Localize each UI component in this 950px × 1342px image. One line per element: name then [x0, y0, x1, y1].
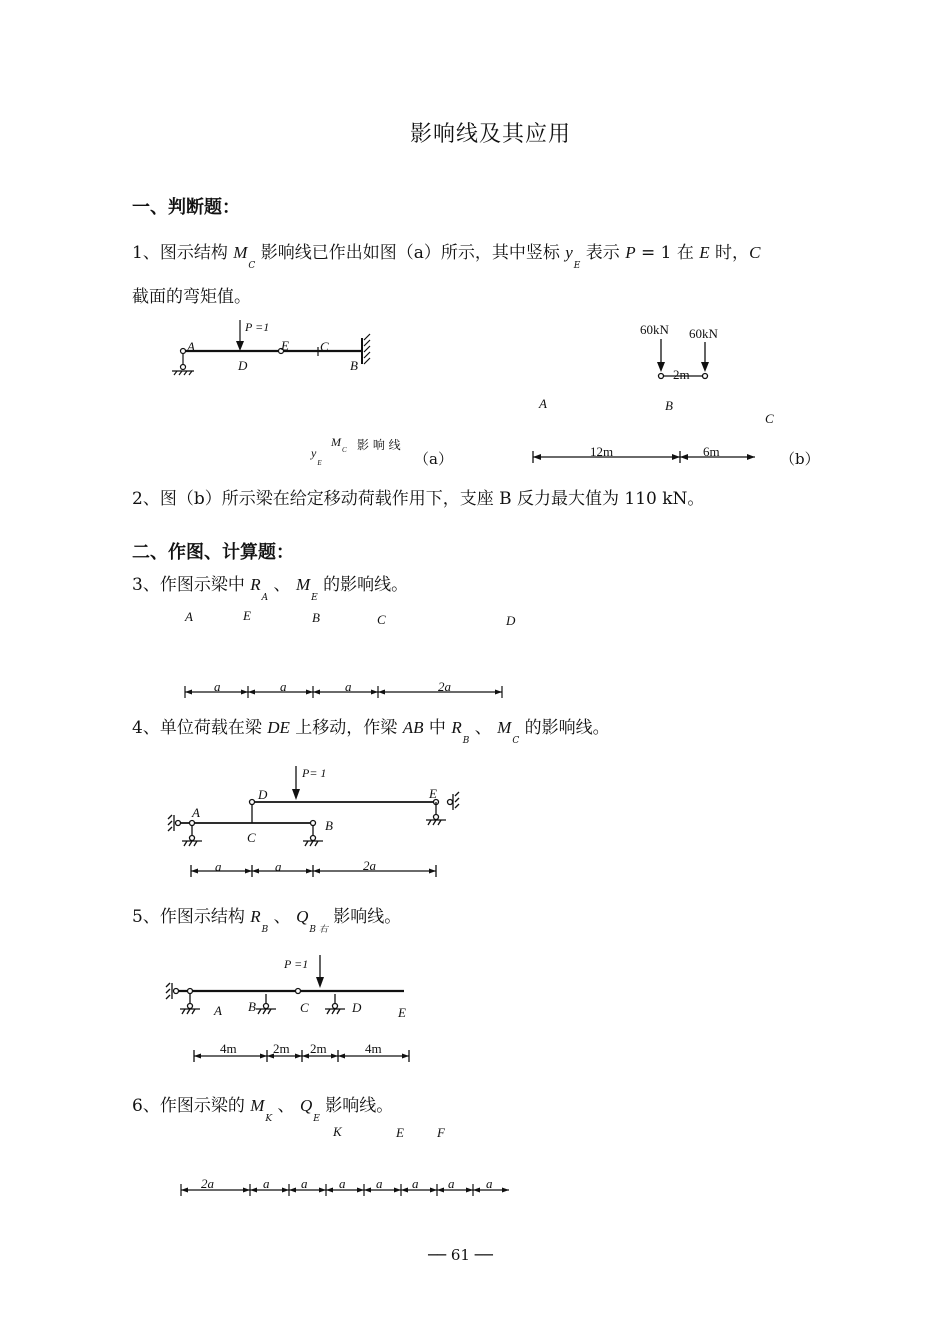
q4-separator: 、 [469, 718, 498, 738]
q3-label-b: B [312, 610, 320, 625]
q1-text-5: 时， [709, 243, 750, 263]
fig-b-label-a: A [539, 396, 547, 411]
fig-a-influence-caption: 影 响 线 [357, 438, 401, 452]
q5-r-symbol: R [250, 907, 261, 926]
q4-r-symbol: R [451, 718, 462, 737]
q4-label-b: B [325, 818, 333, 833]
fig-b-dim-12m: 12m [590, 444, 614, 459]
q6-m-subscript: K [265, 1114, 273, 1124]
fig-a-load-label: P =1 [245, 320, 270, 334]
q6-label-e: E [396, 1125, 404, 1140]
q3-separator: 、 [268, 575, 296, 595]
q3-dim-2: a [280, 679, 287, 694]
q6-dim-5: a [376, 1176, 383, 1191]
q1-m-subscript: C [248, 261, 256, 271]
q5-dim-3: 2m [310, 1041, 327, 1056]
q4-dim-2: a [275, 859, 282, 874]
q6-dim-3: a [301, 1176, 308, 1191]
q3-label-c: C [377, 612, 386, 627]
q5-load-label: P =1 [284, 957, 309, 971]
fig-b-dim-6m: 6m [703, 444, 720, 459]
q5-dim-2: 2m [273, 1041, 290, 1056]
fig-b-caption: （b） [780, 450, 820, 468]
fig-a-label-e: E [281, 338, 289, 353]
section-heading-judgement: 一、判断题： [132, 197, 240, 218]
q6-dim-7: a [448, 1176, 455, 1191]
q6-dim-6: a [412, 1176, 419, 1191]
fig-a-label-c: C [320, 339, 329, 354]
q6-m-symbol: M [250, 1096, 265, 1115]
q1-text-3: 表示 [580, 243, 626, 263]
fig-b-spacing: 2m [673, 367, 690, 382]
fig-a-m-symbol: M [331, 435, 341, 449]
q6-dim-4: a [339, 1176, 346, 1191]
q4-label-d: D [258, 787, 268, 802]
q4-text: 4、单位荷载在梁 [132, 718, 268, 738]
q6-text: 6、作图示梁的 [132, 1096, 251, 1116]
q1-text-4: = 1 在 [635, 243, 700, 263]
fig-b-label-c: C [765, 411, 774, 426]
q5-separator: 、 [268, 907, 297, 927]
q3-text: 3、作图示梁中 [132, 575, 251, 595]
q6-label-f: F [437, 1125, 445, 1140]
q5-label-a: A [214, 1003, 222, 1018]
fig-a-m-subscript: C [342, 446, 347, 454]
q5-q-symbol: Q [296, 907, 309, 926]
q6-dim-1: 2a [201, 1176, 214, 1191]
q5-text: 5、作图示结构 [132, 907, 251, 927]
q4-label-c: C [247, 830, 256, 845]
q5-label-d: D [352, 1000, 362, 1015]
q4-label-a: A [192, 805, 200, 820]
q3-r-subscript: A [261, 593, 269, 603]
q5-dim-1: 4m [220, 1041, 237, 1056]
q3-m-subscript: E [311, 593, 318, 603]
q3-label-d: D [506, 613, 516, 628]
q1-y-symbol: y [565, 243, 573, 262]
q4-dim-1: a [215, 859, 222, 874]
q5-dim-4: 4m [365, 1041, 382, 1056]
fig-a-y-symbol: y [311, 446, 317, 460]
fig-a-caption: （a） [414, 450, 453, 468]
q4-label-e: E [429, 786, 437, 801]
q3-r-symbol: R [250, 575, 261, 594]
q4-text-4: 的影响线。 [519, 718, 610, 738]
q4-r-subscript: B [462, 736, 470, 746]
fig-a-label-a: A [187, 339, 195, 354]
q6-dim-8: a [486, 1176, 493, 1191]
q3-dim-3: a [345, 679, 352, 694]
q4-m-subscript: C [512, 736, 520, 746]
q4-de-symbol: DE [267, 718, 290, 737]
fig-b-label-b: B [665, 398, 673, 413]
q3-dim-4: 2a [438, 679, 451, 694]
q4-text-3: 中 [423, 718, 452, 738]
page-number: ── 61 ── [428, 1246, 493, 1264]
fig-b-load2: 60kN [689, 326, 718, 341]
q6-q-subscript: E [313, 1114, 320, 1124]
q3-label-a: A [185, 609, 193, 624]
q6-label-k: K [333, 1124, 342, 1139]
q4-ab-symbol: AB [402, 718, 424, 737]
q5-label-c: C [300, 1000, 309, 1015]
q6-q-symbol: Q [299, 1096, 313, 1115]
q5-q-subscript: B 右 [309, 925, 328, 935]
fig-a-y-subscript: E [317, 459, 322, 467]
q6-dim-2: a [263, 1176, 270, 1191]
q6-separator: 、 [272, 1096, 300, 1116]
q1-text: 1、图示结构 [132, 243, 234, 263]
q4-dim-3: 2a [363, 858, 376, 873]
q3-m-symbol: M [295, 575, 311, 594]
q1-p-symbol: P [625, 243, 636, 262]
q1-c-symbol: C [749, 243, 761, 262]
q4-m-symbol: M [497, 718, 512, 737]
fig-a-label-d: D [238, 358, 248, 373]
section-heading-drawing: 二、作图、计算题： [132, 542, 294, 563]
question-1-line2: 截面的弯矩值。 [132, 287, 251, 307]
page-title: 影响线及其应用 [410, 122, 572, 147]
q1-y-subscript: E [573, 261, 581, 271]
q1-text-2: 影响线已作出如图（a）所示，其中竖标 [255, 243, 566, 263]
q1-m-symbol: M [233, 243, 248, 262]
q6-text-2: 影响线。 [319, 1096, 394, 1116]
q4-text-2: 上移动，作梁 [289, 718, 403, 738]
question-2: 2、图（b）所示梁在给定移动荷载作用下，支座 B 反力最大值为 110 kN。 [132, 489, 705, 509]
q3-dim-1: a [214, 679, 221, 694]
q5-label-e: E [398, 1005, 406, 1020]
q3-label-e: E [243, 608, 251, 623]
fig-b-load1: 60kN [640, 322, 669, 337]
q1-e-symbol: E [699, 243, 710, 262]
q3-text-2: 的影响线。 [317, 575, 409, 595]
q5-label-b: B [248, 999, 256, 1014]
q5-r-subscript: B [261, 925, 269, 935]
q5-text-2: 影响线。 [327, 907, 402, 927]
q4-load-label: P= 1 [302, 766, 327, 780]
fig-a-label-b: B [350, 358, 358, 373]
